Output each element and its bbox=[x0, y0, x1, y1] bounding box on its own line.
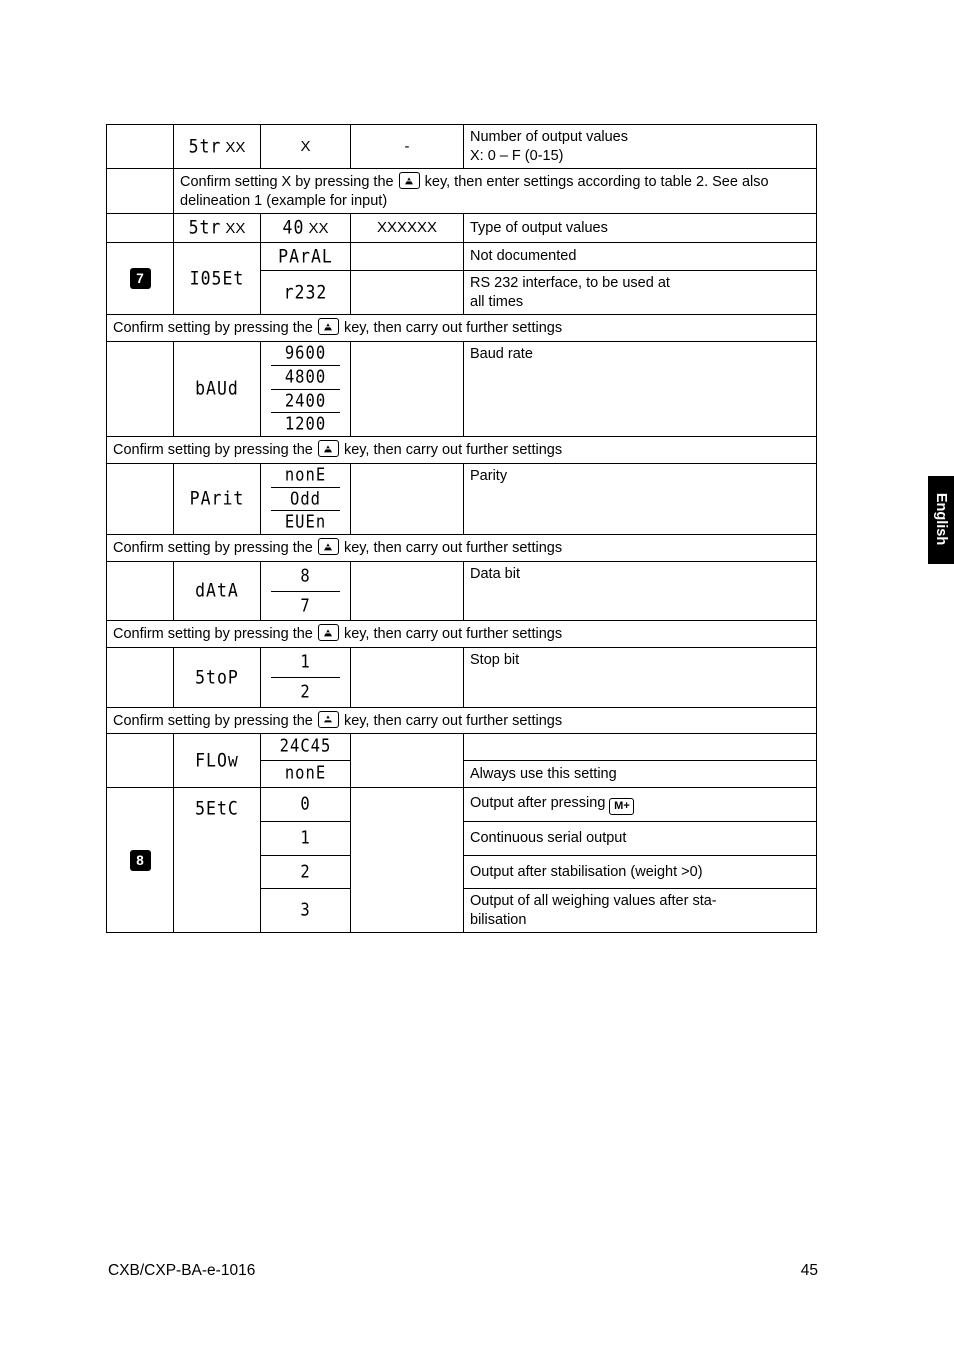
value-text: 0 bbox=[300, 793, 311, 815]
option-value: EUEn bbox=[284, 511, 327, 533]
step-badge: 7 bbox=[130, 268, 151, 289]
option-value: 4800 bbox=[284, 366, 327, 387]
print-key-icon bbox=[318, 318, 339, 335]
value-text: 3 bbox=[300, 899, 311, 921]
confirm-text-part1: Confirm setting by pressing the bbox=[113, 320, 313, 337]
value-options-cell bbox=[261, 648, 351, 708]
code-cell bbox=[174, 648, 261, 708]
description-cell bbox=[464, 734, 817, 761]
code-text: FLOw bbox=[195, 749, 239, 771]
option-value: 2 bbox=[300, 681, 311, 703]
value-text: r232 bbox=[283, 281, 328, 304]
extra-cell bbox=[351, 242, 464, 271]
value-suffix: XX bbox=[308, 220, 329, 238]
step-badge-cell bbox=[107, 214, 174, 243]
value-cell bbox=[261, 214, 351, 243]
description-cell bbox=[464, 271, 817, 315]
value-text: nonE bbox=[284, 762, 327, 784]
code-cell bbox=[174, 561, 261, 621]
extra-cell bbox=[351, 734, 464, 788]
value-cell bbox=[261, 761, 351, 788]
description-line-1: RS 232 interface, to be used at bbox=[470, 275, 670, 292]
table-row bbox=[107, 734, 817, 761]
table-row bbox=[107, 214, 817, 243]
value-options-cell bbox=[261, 341, 351, 436]
description-cell bbox=[464, 242, 817, 271]
option-row bbox=[271, 342, 340, 366]
description-cell bbox=[464, 341, 817, 436]
code-cell bbox=[174, 214, 261, 243]
code-cell bbox=[174, 787, 261, 933]
option-row bbox=[271, 562, 340, 592]
option-value: 7 bbox=[300, 595, 311, 616]
value-text: X bbox=[300, 137, 311, 155]
option-row bbox=[271, 678, 340, 707]
table-row bbox=[107, 561, 817, 621]
extra-cell bbox=[351, 787, 464, 933]
description-line-1: Number of output values bbox=[470, 129, 628, 145]
confirm-row bbox=[107, 535, 817, 562]
extra-cell bbox=[351, 561, 464, 621]
description-cell bbox=[464, 125, 817, 169]
option-row bbox=[271, 413, 340, 436]
step-badge-cell bbox=[107, 561, 174, 621]
description-cell bbox=[464, 889, 817, 933]
value-text: 2 bbox=[300, 861, 311, 882]
option-value: Odd bbox=[290, 488, 321, 509]
description-text: Continuous serial output bbox=[470, 829, 627, 846]
option-value: 8 bbox=[300, 565, 311, 587]
step-badge-cell bbox=[107, 463, 174, 534]
option-row bbox=[271, 511, 340, 534]
table-row bbox=[107, 787, 817, 821]
description-text: Always use this setting bbox=[470, 765, 617, 782]
option-row bbox=[271, 488, 340, 512]
code-cell bbox=[174, 125, 261, 169]
footer-document-code: CXB/CXP-BA-e-1016 bbox=[108, 1262, 256, 1279]
print-key-icon bbox=[318, 440, 339, 457]
option-row bbox=[271, 648, 340, 678]
step-badge: 8 bbox=[130, 850, 151, 871]
value-text: 40 bbox=[282, 217, 305, 239]
description-text: Parity bbox=[470, 467, 508, 484]
description-cell bbox=[464, 821, 817, 855]
extra-cell bbox=[351, 214, 464, 243]
extra-text: - bbox=[404, 137, 410, 155]
extra-cell bbox=[351, 125, 464, 169]
value-cell bbox=[261, 242, 351, 271]
description-text: Output after pressing bbox=[470, 794, 606, 811]
confirm-text-part1: Confirm setting X by pressing the bbox=[180, 174, 394, 191]
code-text: 5tr bbox=[188, 217, 222, 239]
extra-cell bbox=[351, 271, 464, 315]
print-key-icon bbox=[318, 711, 339, 728]
description-line-2: all times bbox=[470, 293, 524, 310]
m-plus-key-icon: M+ bbox=[609, 798, 634, 815]
description-cell bbox=[464, 561, 817, 621]
confirm-cell bbox=[107, 535, 817, 562]
table-row bbox=[107, 242, 817, 271]
code-text: dAtA bbox=[195, 580, 239, 602]
value-cell bbox=[261, 734, 351, 761]
code-text: 5EtC bbox=[195, 797, 239, 820]
confirm-row bbox=[107, 707, 817, 734]
option-row bbox=[271, 366, 340, 390]
description-cell bbox=[464, 761, 817, 788]
description-cell bbox=[464, 214, 817, 243]
confirm-cell bbox=[107, 707, 817, 734]
description-cell bbox=[464, 463, 817, 534]
option-value: 9600 bbox=[284, 342, 327, 364]
code-text: 5tr bbox=[188, 135, 222, 157]
code-suffix: XX bbox=[225, 220, 246, 238]
extra-cell bbox=[351, 648, 464, 708]
print-key-icon bbox=[318, 538, 339, 555]
value-cell bbox=[261, 855, 351, 889]
confirm-text-part1: Confirm setting by pressing the bbox=[113, 442, 313, 459]
description-cell bbox=[464, 855, 817, 889]
description-text: Not documented bbox=[470, 248, 577, 265]
option-row bbox=[271, 390, 340, 414]
step-badge-cell bbox=[107, 169, 174, 214]
description-text: Type of output values bbox=[470, 219, 608, 236]
code-cell bbox=[174, 242, 261, 315]
description-line-2: bilisation bbox=[470, 911, 527, 928]
value-options-cell bbox=[261, 561, 351, 621]
description-line-2: X: 0 – F (0-15) bbox=[470, 147, 564, 164]
confirm-text-part2: key, then carry out further settings bbox=[343, 540, 563, 557]
confirm-text-part2: key, then carry out further settings bbox=[343, 320, 563, 337]
option-row bbox=[271, 592, 340, 621]
value-options-cell bbox=[261, 463, 351, 534]
description-line-1: Output of all weighing values after sta- bbox=[470, 893, 717, 910]
code-text: bAUd bbox=[195, 378, 239, 400]
option-value: nonE bbox=[284, 464, 327, 485]
extra-text: XXXXXX bbox=[376, 219, 438, 237]
code-cell bbox=[174, 341, 261, 436]
table-row bbox=[107, 463, 817, 534]
value-text: 24C45 bbox=[279, 735, 332, 757]
description-cell bbox=[464, 648, 817, 708]
confirm-text-part2: key, then carry out further settings bbox=[343, 442, 563, 459]
extra-cell bbox=[351, 341, 464, 436]
option-value: 1200 bbox=[284, 413, 327, 435]
step-badge-cell-8 bbox=[107, 787, 174, 933]
description-text: Baud rate bbox=[470, 345, 533, 362]
description-text: Output after stabilisation (weight >0) bbox=[470, 863, 703, 880]
confirm-row bbox=[107, 169, 817, 214]
confirm-cell bbox=[107, 437, 817, 464]
description-text: Stop bit bbox=[470, 652, 520, 669]
table-row bbox=[107, 341, 817, 436]
step-badge-cell bbox=[107, 734, 174, 788]
code-suffix: XX bbox=[225, 138, 246, 156]
confirm-text-part1: Confirm setting by pressing the bbox=[113, 540, 313, 557]
confirm-cell bbox=[107, 621, 817, 648]
confirm-row bbox=[107, 437, 817, 464]
language-tab bbox=[928, 476, 954, 564]
confirm-cell bbox=[174, 169, 817, 214]
code-cell bbox=[174, 734, 261, 788]
confirm-text-part1: Confirm setting by pressing the bbox=[113, 712, 313, 729]
option-value: 1 bbox=[300, 651, 311, 673]
value-text: 1 bbox=[300, 827, 311, 848]
table-row bbox=[107, 648, 817, 708]
option-value: 2400 bbox=[284, 390, 327, 411]
value-cell bbox=[261, 125, 351, 169]
code-text: 5toP bbox=[195, 666, 239, 688]
description-text: Data bit bbox=[470, 565, 520, 582]
step-badge-cell bbox=[107, 648, 174, 708]
footer-page-number: 45 bbox=[800, 1262, 818, 1279]
confirm-text-part2: key, then carry out further settings bbox=[343, 712, 563, 729]
confirm-text-part2: key, then enter settings according to table 2. See also delineation 1 (example for input) bbox=[180, 174, 769, 209]
print-key-icon bbox=[399, 172, 420, 189]
footer bbox=[108, 1262, 818, 1280]
confirm-row bbox=[107, 315, 817, 342]
code-cell bbox=[174, 463, 261, 534]
settings-table bbox=[106, 124, 817, 933]
confirm-row bbox=[107, 621, 817, 648]
step-badge-cell bbox=[107, 341, 174, 436]
value-cell bbox=[261, 787, 351, 821]
description-cell bbox=[464, 787, 817, 821]
code-text: I05Et bbox=[189, 267, 245, 289]
option-row bbox=[271, 464, 340, 488]
step-badge-cell bbox=[107, 125, 174, 169]
print-key-icon bbox=[318, 624, 339, 641]
step-badge-cell-7 bbox=[107, 242, 174, 315]
extra-cell bbox=[351, 463, 464, 534]
confirm-text-part1: Confirm setting by pressing the bbox=[113, 626, 313, 643]
value-cell bbox=[261, 271, 351, 315]
code-text: PArit bbox=[189, 488, 245, 510]
confirm-text-part2: key, then carry out further settings bbox=[343, 626, 563, 643]
value-cell bbox=[261, 889, 351, 933]
confirm-cell bbox=[107, 315, 817, 342]
value-text: PArAL bbox=[278, 245, 333, 267]
language-tab-label: English bbox=[933, 492, 949, 546]
table-row bbox=[107, 125, 817, 169]
value-cell bbox=[261, 821, 351, 855]
